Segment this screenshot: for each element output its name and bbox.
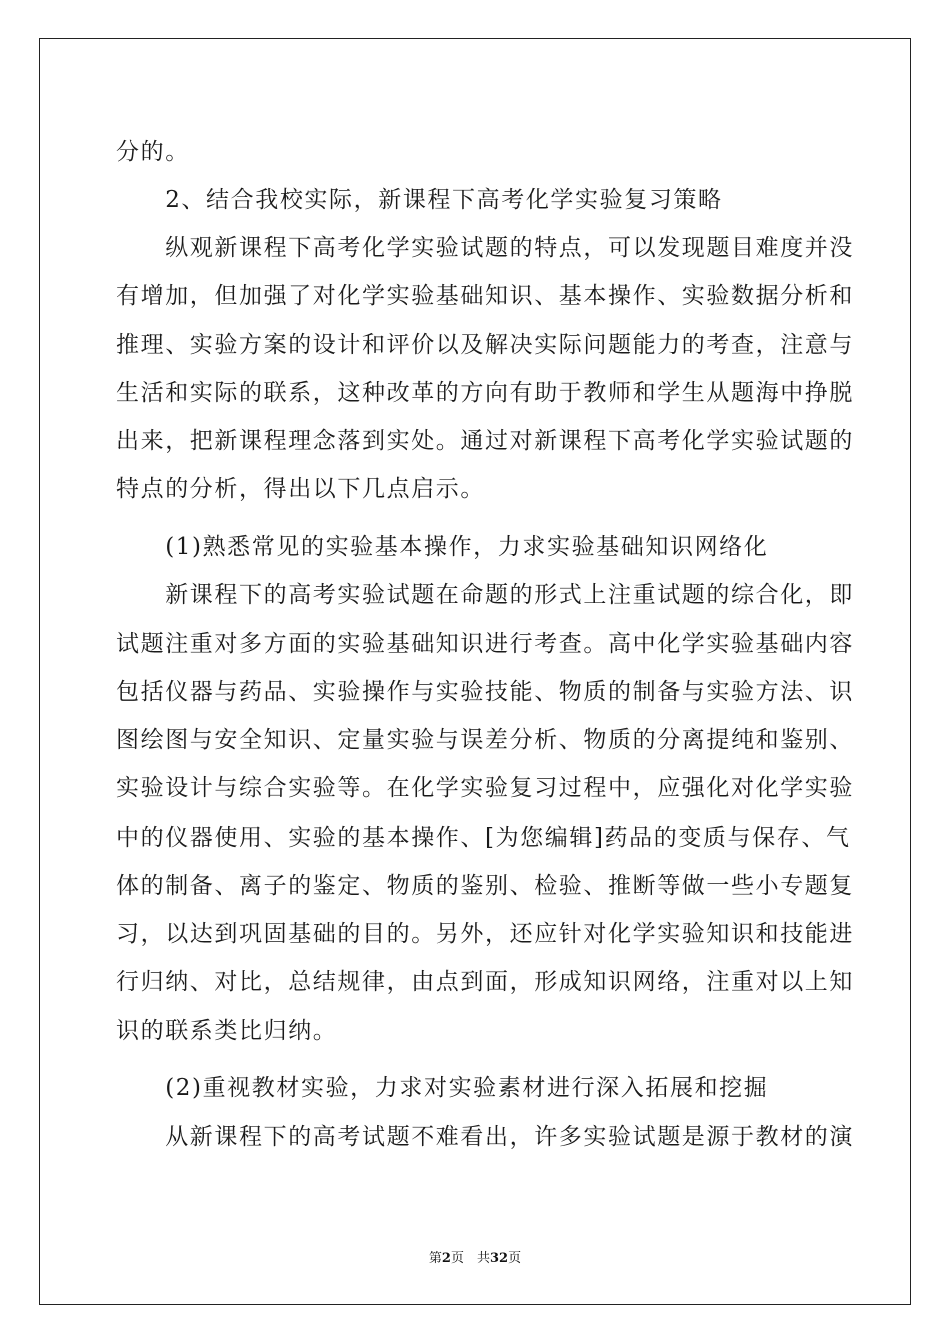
text-line: 试题注重对多方面的实验基础知识进行考查。高中化学实验基础内容 [116,631,854,657]
text-line: 体的制备、离子的鉴定、物质的鉴别、检验、推断等做一些小专题复 [116,873,854,899]
page-footer [0,1247,950,1266]
footer-page-number: 2 [441,1251,451,1266]
text-line: 从新课程下的高考试题不难看出，许多实验试题是源于教材的演 [116,1124,854,1150]
footer-suffix: 页 [508,1251,522,1266]
text-line: 分的。 [116,139,190,165]
text-line: 推理、实验方案的设计和评价以及解决实际问题能力的考查，注意与 [116,332,854,358]
subsection-heading: (1)熟悉常见的实验基本操作，力求实验基础知识网络化 [116,534,769,560]
text-line: 实验设计与综合实验等。在化学实验复习过程中，应强化对化学实验 [116,775,854,801]
text-line: 识的联系类比归纳。 [116,1018,338,1044]
page-border [39,38,911,1305]
section-heading: 2、结合我校实际，新课程下高考化学实验复习策略 [116,187,723,213]
text-line: 图绘图与安全知识、定量实验与误差分析、物质的分离提纯和鉴别、 [116,727,854,753]
footer-mid: 页 共 [450,1251,490,1266]
subsection-heading: (2)重视教材实验，力求对实验素材进行深入拓展和挖掘 [116,1075,769,1101]
footer-prefix: 第 [428,1251,442,1266]
text-line: 有增加，但加强了对化学实验基础知识、基本操作、实验数据分析和 [116,283,854,309]
text-line: 中的仪器使用、实验的基本操作、[为您编辑]药品的变质与保存、气 [116,825,851,851]
text-line: 行归纳、对比，总结规律，由点到面，形成知识网络，注重对以上知 [116,969,854,995]
text-line: 包括仪器与药品、实验操作与实验技能、物质的制备与实验方法、识 [116,679,854,705]
text-line: 纵观新课程下高考化学实验试题的特点，可以发现题目难度并没 [116,235,854,261]
text-line: 习，以达到巩固基础的目的。另外，还应针对化学实验知识和技能进 [116,921,854,947]
text-line: 生活和实际的联系，这种改革的方向有助于教师和学生从题海中挣脱 [116,380,854,406]
footer-total-pages: 32 [489,1251,509,1266]
text-line: 出来，把新课程理念落到实处。通过对新课程下高考化学实验试题的 [116,428,854,454]
text-line: 新课程下的高考实验试题在命题的形式上注重试题的综合化，即 [116,582,854,608]
text-line: 特点的分析，得出以下几点启示。 [116,476,485,502]
